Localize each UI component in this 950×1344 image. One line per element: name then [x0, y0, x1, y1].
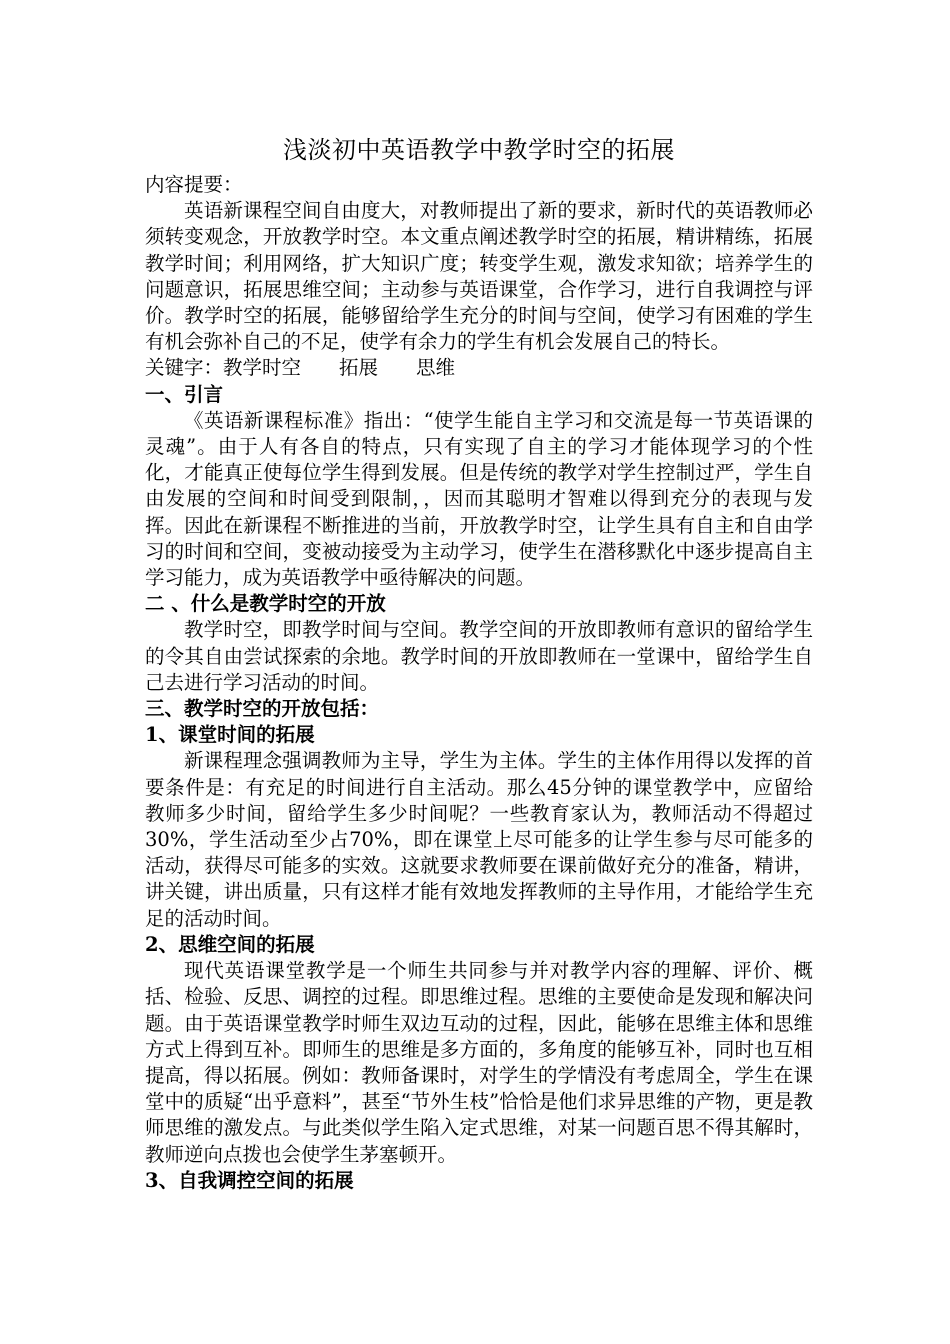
classroom-time-paragraph: 新课程理念强调教师为主导，学生为主体。学生的主体作用得以发挥的首要条件是：有充足的时间进行自主活动。那么45分钟的课堂教学中，应留给教师多少时间，留给学生多少时间呢？一些教育家认为，教师活动不得超过30%，学生活动至少占70%，即在课堂上尽可能多的让学生参与尽可能多的活动，获得尽可能多的实效。这就要求教师要在课前做好充分的准备，精讲，讲关键，讲出质量，只有这样才能有效地发挥教师的主导作用，才能给学生充足的活动时间。: [145, 749, 813, 930]
keyword: 思维: [416, 356, 456, 380]
thinking-space-paragraph: 现代英语课堂教学是一个师生共同参与并对教学内容的理解、评价、概括、检验、反思、调控的过程。即思维过程。思维的主要使命是发现和解决问题。由于英语课堂教学时师生双边互动的过程，因此，能够在思维主体和思维方式上得到互补。即师生的思维是多方面的，多角度的能够互补，同时也互相提高，得以拓展。例如：教师备课时，对学生的学情没有考虑周全，学生在课堂中的质疑“出乎意料”，甚至“节外生枝”恰恰是他们求异思维的产物，更是教师思维的激发点。与此类似学生陷入定式思维，对某一问题百思不得其解时，教师逆向点拨也会使学生茅塞顿开。: [145, 959, 813, 1166]
subsection-heading-classroom-time: 1、课堂时间的拓展: [145, 723, 315, 747]
section-heading-intro: 一、引言: [145, 382, 224, 406]
document-page: [145, 132, 813, 1194]
abstract-label: 内容提要：: [145, 173, 243, 196]
document-title: 浅淡初中英语教学中教学时空的拓展: [283, 136, 675, 164]
section-heading-includes: 三、教学时空的开放包括：: [145, 697, 380, 721]
abstract-paragraph: 英语新课程空间自由度大，对教师提出了新的要求，新时代的英语教师必须转变观念，开放教学时空。本文重点阐述教学时空的拓展，精讲精练，拓展教学时间；利用网络，扩大知识广度；转变学生观，激发求知欲；培养学生的问题意识，拓展思维空间；主动参与英语课堂，合作学习，进行自我调控与评价。教学时空的拓展，能够留给学生充分的时间与空间，使学习有困难的学生有机会弥补自己的不足，使学有余力的学生有机会发展自己的特长。: [145, 199, 813, 354]
keywords-line: [145, 355, 813, 381]
section-heading-what: 二 、什么是教学时空的开放: [145, 592, 386, 616]
subsection-heading-self-regulation: 3、自我调控空间的拓展: [145, 1168, 354, 1192]
keywords-label: 关键字：: [145, 356, 224, 380]
subsection-heading-thinking-space: 2、思维空间的拓展: [145, 932, 315, 956]
intro-paragraph: 《英语新课程标准》指出：“使学生能自主学习和交流是每一节英语课的灵魂”。由于人有各自的特点，只有实现了自主的学习才能体现学习的个性化，才能真正使每位学生得到发展。但是传统的教学对学生控制过严，学生自由发展的空间和时间受到限制，，因而其聪明才智难以得到充分的表现与发挥。因此在新课程不断推进的当前，开放教学时空，让学生具有自主和自由学习的时间和空间，变被动接受为主动学习，使学生在潜移默化中逐步提高自主学习能力，成为英语教学中亟待解决的问题。: [145, 408, 813, 590]
keyword: 教学时空: [223, 356, 302, 380]
what-paragraph: 教学时空，即教学时间与空间。教学空间的开放即教师有意识的留给学生的令其自由尝试探索的余地。教学时间的开放即教师在一堂课中，留给学生自己去进行学习活动的时间。: [145, 618, 813, 694]
keyword: 拓展: [339, 356, 379, 380]
